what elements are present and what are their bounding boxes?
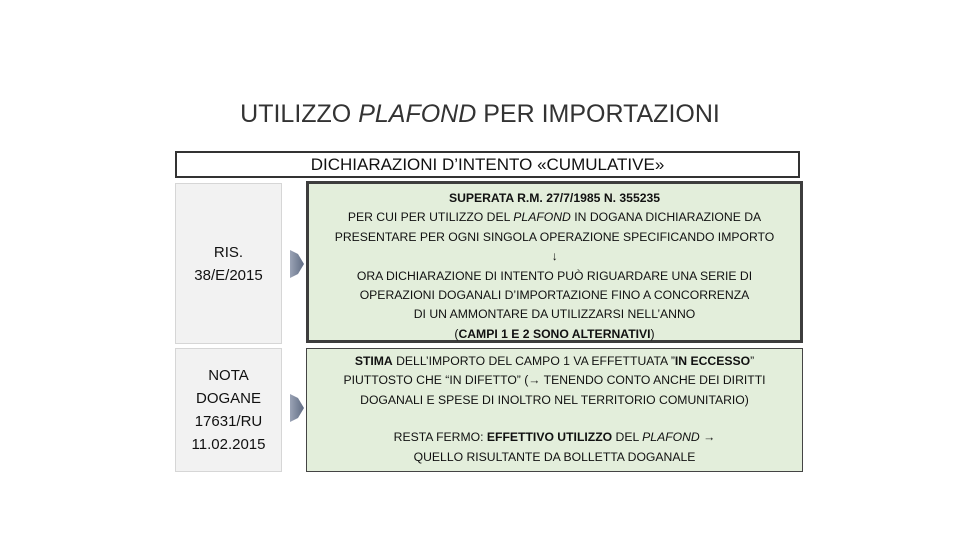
box-text: DELL’IMPORTO DEL CAMPO 1 VA EFFETTUATA ”: [392, 354, 675, 368]
box-line: DI UN AMMONTARE DA UTILIZZARSI NELL’ANNO: [413, 307, 696, 322]
box-line: [309, 325, 800, 344]
box-line: OPERAZIONI DOGANALI D’IMPORTAZIONE FINO A CONCORRENZA: [359, 288, 750, 303]
chevron-right-icon: [290, 394, 304, 422]
reference-line: 11.02.2015: [191, 436, 266, 453]
box-text: (: [454, 326, 459, 341]
section-header: DICHIARAZIONI D’INTENTO «CUMULATIVE»: [175, 151, 800, 178]
box-line: DOGANALI E SPESE DI INOLTRO NEL TERRITORIO COMUNITARIO): [360, 392, 749, 407]
reference-box-nota: [175, 348, 282, 472]
box-text: →: [699, 430, 716, 445]
box-text: DEL: [612, 430, 643, 445]
chevron-right-icon: [290, 250, 304, 278]
box-text-italic: PLAFOND: [642, 430, 700, 445]
arrow-down-icon: ↓: [551, 249, 558, 264]
box-text: ): [650, 326, 655, 341]
title-text-end: PER IMPORTAZIONI: [476, 100, 720, 128]
reference-line: 17631/RU: [194, 413, 263, 430]
box-line: QUELLO RISULTANTE DA BOLLETTA DOGANALE: [413, 449, 696, 464]
box-text-bold: EFFETTIVO UTILIZZO: [486, 430, 613, 445]
reference-line: DOGANE: [195, 390, 261, 407]
content-box-nota: [306, 348, 803, 472]
reference-line: RIS.: [213, 243, 244, 261]
box-line: ORA DICHIARAZIONE DI INTENTO PUÒ RIGUARDARE UNA SERIE DI: [356, 268, 753, 283]
box-text-bold: IN ECCESSO: [674, 354, 751, 368]
content-box-ris: [306, 181, 803, 343]
title-text: UTILIZZO: [240, 100, 359, 128]
box-text: ”: [750, 354, 755, 368]
box-text: PER CUI PER UTILIZZO DEL: [347, 210, 514, 225]
box-text: IN DOGANA DICHIARAZIONE DA: [570, 210, 762, 225]
box-text-bold: STIMA: [354, 354, 393, 368]
page-title: [0, 100, 960, 129]
box-line: PIUTTOSTO CHE “IN DIFETTO” (→ TENENDO CONTO ANCHE DEI DIRITTI: [343, 373, 766, 388]
reference-line: NOTA: [208, 367, 249, 384]
box-line: PRESENTARE PER OGNI SINGOLA OPERAZIONE SPECIFICANDO IMPORTO: [334, 229, 775, 244]
box-text-italic: PLAFOND: [513, 210, 571, 225]
box-line: SUPERATA R.M. 27/7/1985 N. 355235: [448, 191, 661, 205]
box-line: [309, 208, 800, 227]
box-text-bold: CAMPI 1 E 2 SONO ALTERNATIVI: [458, 326, 651, 341]
box-line: [307, 352, 802, 371]
title-italic-text: PLAFOND: [358, 100, 477, 128]
reference-line: 38/E/2015: [194, 266, 263, 284]
box-text: RESTA FERMO:: [393, 430, 487, 445]
reference-box-ris: [175, 183, 282, 344]
box-line: [307, 428, 802, 447]
